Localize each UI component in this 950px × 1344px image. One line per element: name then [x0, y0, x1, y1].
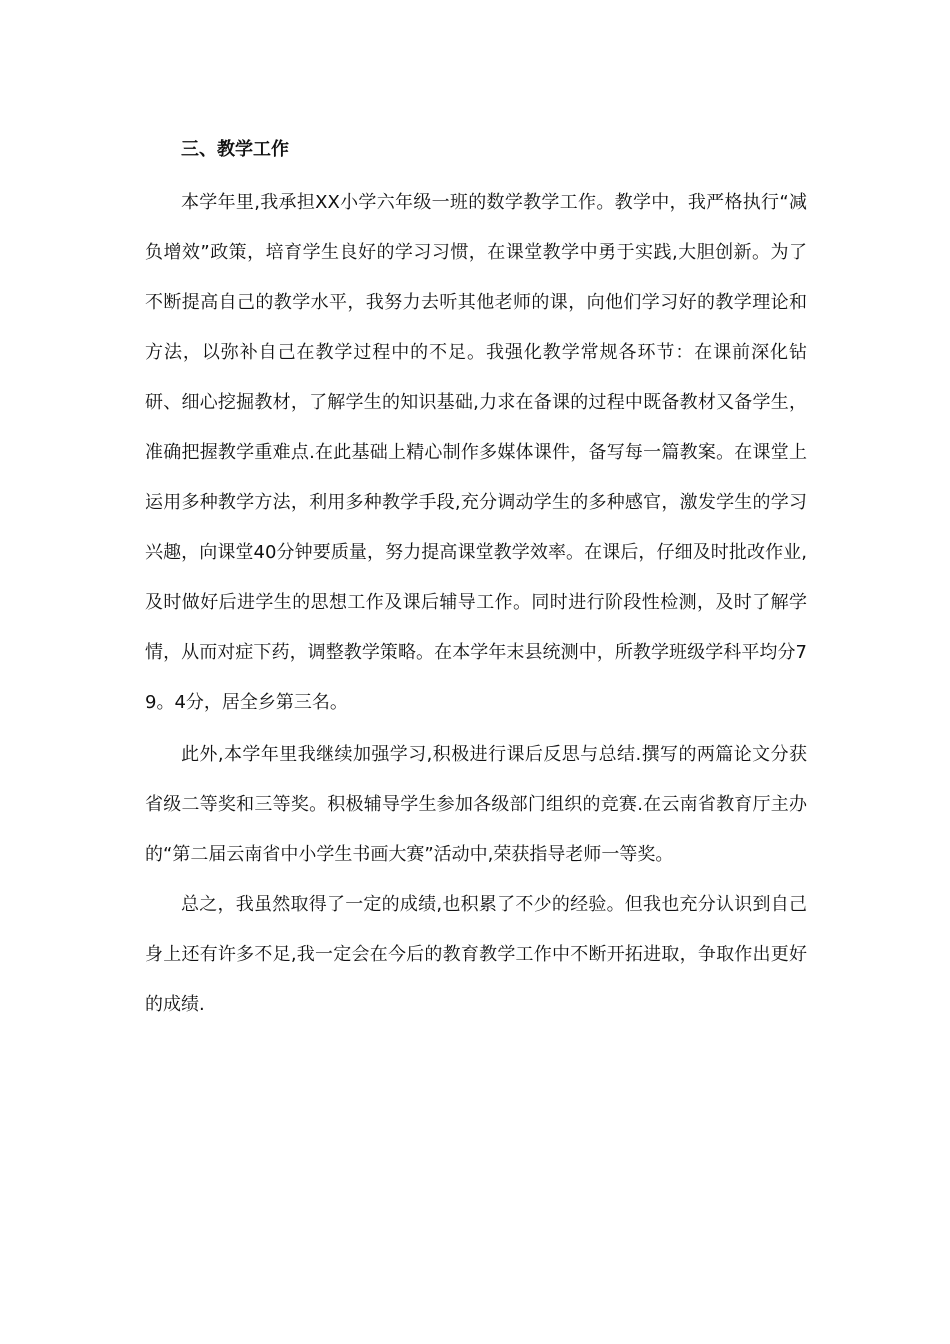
paragraph-conclusion: 总之，我虽然取得了一定的成绩,也积累了不少的经验。但我也充分认识到自己身上还有许多不足,我一定会在今后的教育教学工作中不断开拓进取，争取作出更好的成绩.: [145, 894, 807, 1015]
document-body: [145, 130, 807, 1030]
paragraph-additional-achievements: 此外,本学年里我继续加强学习,积极进行课后反思与总结.撰写的两篇论文分获省级二等奖和三等奖。积极辅导学生参加各级部门组织的竞赛.在云南省教育厅主办的“第二届云南省中小学生书画大赛”活动中,荣获指导老师一等奖。: [145, 744, 807, 865]
section-heading: 三、教学工作: [181, 139, 289, 160]
paragraph-teaching-work: 本学年里,我承担XX小学六年级一班的数学教学工作。教学中，我严格执行“减负增效”政策，培育学生良好的学习习惯，在课堂教学中勇于实践,大胆创新。为了不断提高自己的教学水平，我努力去听其他老师的课，向他们学习好的教学理论和方法，以弥补自己在教学过程中的不足。我强化教学常规各环节：在课前深化钻研、细心挖掘教材，了解学生的知识基础,力求在备课的过程中既备教材又备学生，准确把握教学重难点.在此基础上精心制作多媒体课件，备写每一篇教案。在课堂上运用多种教学方法，利用多种教学手段,充分调动学生的多种感官，激发学生的学习兴趣，向课堂40分钟要质量，努力提高课堂教学效率。在课后，仔细及时批改作业,及时做好后进学生的思想工作及课后辅导工作。同时进行阶段性检测，及时了解学情，从而对症下药，调整教学策略。在本学年末县统测中，所教学班级学科平均分79。4分，居全乡第三名。: [145, 192, 807, 713]
